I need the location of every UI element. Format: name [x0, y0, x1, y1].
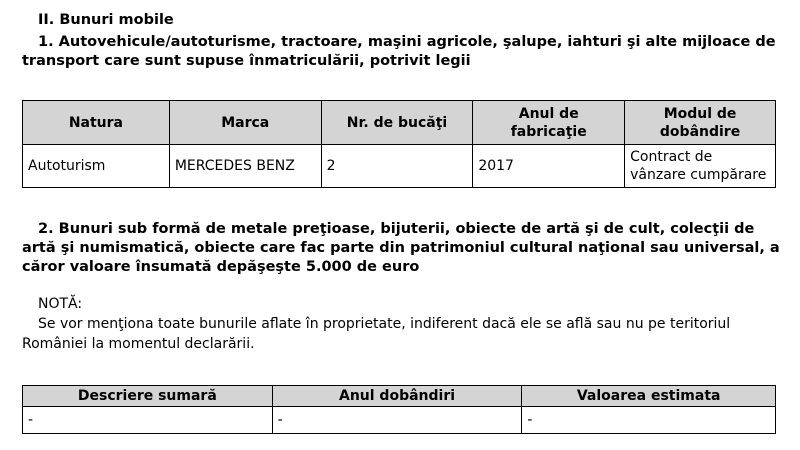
cell-descriere: - [23, 407, 273, 434]
note-label [22, 294, 792, 314]
note-text [22, 314, 792, 354]
note-label-text: NOTĂ: [38, 296, 83, 312]
cell-valoare: - [522, 407, 776, 434]
note-text-content: Se vor menţiona toate bunurile aflate în proprietate, indiferent dacă ele se află sau nu pe teritoriul României la momentul declarării. [22, 316, 731, 352]
cell-marca: MERCEDES BENZ [169, 145, 321, 188]
cell-an-dobandire: - [272, 407, 522, 434]
table-row [23, 407, 776, 434]
section-title: II. Bunuri mobile [38, 12, 174, 28]
column-header-valoare: Valoarea estimata [522, 386, 776, 407]
note-block [22, 294, 792, 354]
column-header-mod-dobandire: Modul de dobândire [625, 101, 776, 145]
column-header-descriere: Descriere sumară [23, 386, 273, 407]
table-row [23, 145, 776, 188]
vehicles-heading-text: 1. Autovehicule/autoturisme, tractoare, maşini agricole, şalupe, iahturi şi alte mijloace de transport care sunt supuse înmatriculării, potrivit legii [22, 34, 776, 69]
valuables-table-header [23, 386, 776, 407]
valuables-heading-text: 2. Bunuri sub formă de metale preţioase, bijuterii, obiecte de artă şi de cult, colecţii de artă şi numismatică, obiecte care fac parte din patrimoniul cultural naţional sau universal, a căror valoare însumată depăşeşte 5.000 de euro [22, 221, 780, 275]
cell-natura: Autoturism [23, 145, 170, 188]
column-header-an-dobandire: Anul dobândiri [272, 386, 522, 407]
column-header-marca: Marca [169, 101, 321, 145]
cell-an-fabricatie: 2017 [473, 145, 625, 188]
column-header-natura: Natura [23, 101, 170, 145]
vehicles-table-header [23, 101, 776, 145]
column-header-nr-bucati: Nr. de bucăţi [321, 101, 473, 145]
column-header-an-fabricatie: Anul de fabricaţie [473, 101, 625, 145]
valuables-heading [22, 220, 792, 277]
vehicles-table [22, 100, 776, 188]
cell-nr-bucati: 2 [321, 145, 473, 188]
cell-mod-dobandire: Contract de vânzare cumpărare [625, 145, 776, 188]
vehicles-heading [22, 33, 782, 71]
valuables-table [22, 385, 776, 434]
